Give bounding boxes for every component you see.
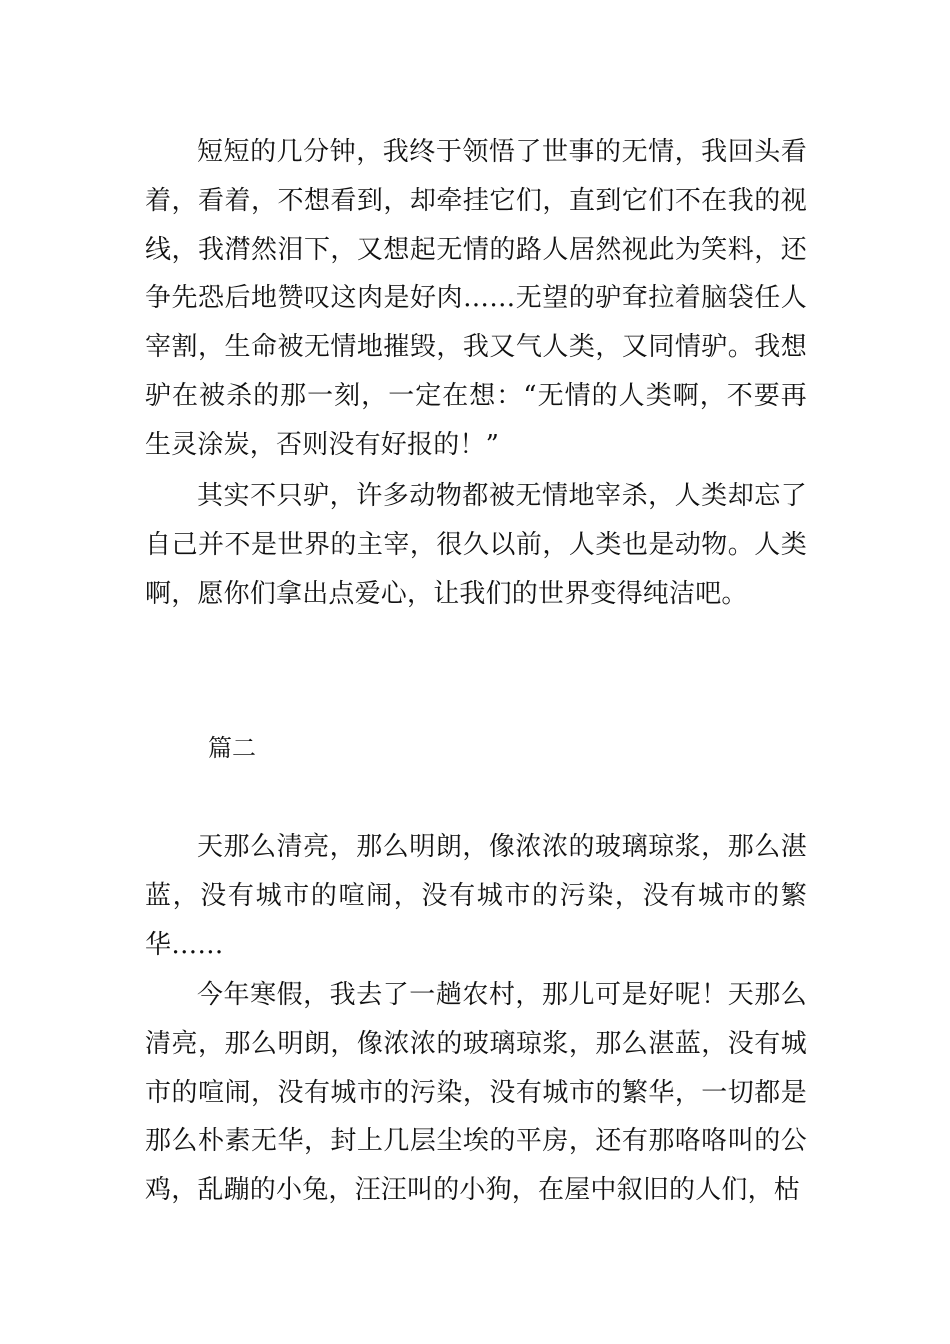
section-paragraph-2: 今年寒假，我去了一趟农村，那儿可是好呢！天那么清亮，那么明朗，像浓浓的玻璃琼浆，那么湛蓝，没有城市的喧闹，没有城市的污染，没有城市的繁华，一切都是那么朴素无华，封上几层尘埃的平房，还有那咯咯叫的公鸡，乱蹦的小兔，汪汪叫的小狗，在屋中叙旧的人们，枯 <box>145 980 807 1206</box>
paragraph-1: 短短的几分钟，我终于领悟了世事的无情，我回头看着，看着，不想看到，却牵挂它们，直到它们不在我的视线，我潸然泪下，又想起无情的路人居然视此为笑料，还争先恐后地赞叹这肉是好肉……无望的驴耷拉着脑袋任人宰割，生命被无情地摧毁，我又气人类，又同情驴。我想驴在被杀的那一刻，一定在想：“无情的人类啊，不要再生灵涂炭，否则没有好报的！” <box>145 137 807 460</box>
section-paragraph-1: 天那么清亮，那么明朗，像浓浓的玻璃琼浆，那么湛蓝，没有城市的喧闹，没有城市的污染，没有城市的繁华…… <box>145 832 807 960</box>
paragraph-2: 其实不只驴，许多动物都被无情地宰杀，人类却忘了自己并不是世界的主宰，很久以前，人类也是动物。人类啊，愿你们拿出点爱心，让我们的世界变得纯洁吧。 <box>145 481 807 609</box>
section-heading: 篇二 <box>208 734 256 762</box>
